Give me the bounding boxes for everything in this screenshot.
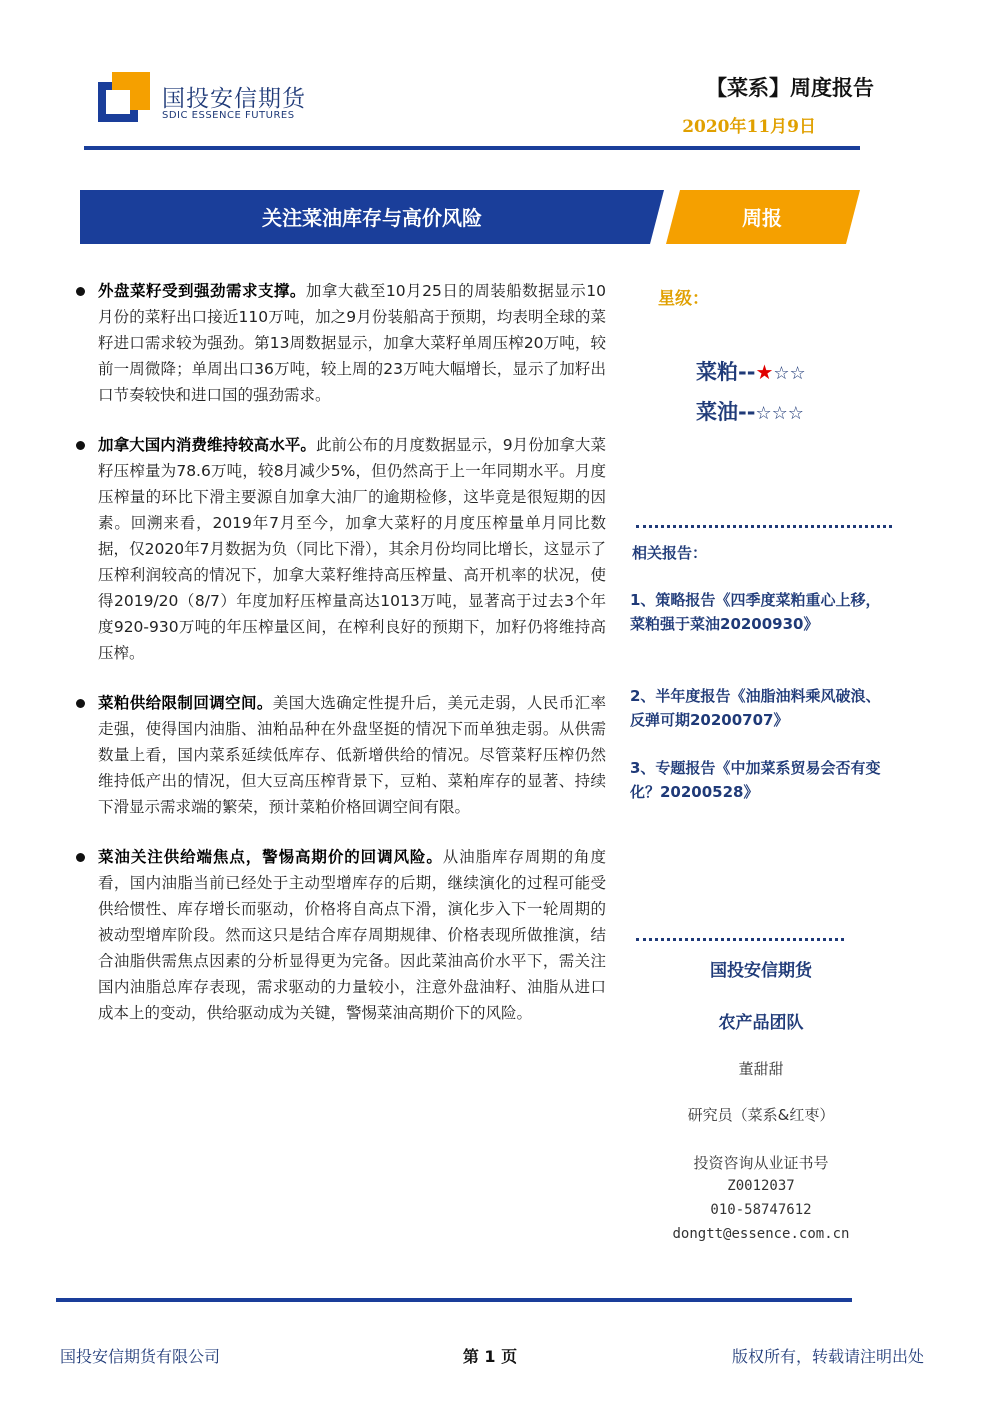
logo-text-cn: 国投安信期货 bbox=[162, 86, 306, 112]
star-empty-icon: ☆ bbox=[771, 403, 788, 424]
footer-copyright: 版权所有，转载请注明出处 bbox=[731, 1347, 924, 1366]
related-report-link[interactable]: 2、半年度报告《油脂油料乘风破浪、反弹可期20200707》 bbox=[630, 687, 881, 729]
rating-row-oil bbox=[696, 396, 804, 426]
dotted-divider bbox=[636, 938, 844, 941]
dotted-divider bbox=[636, 525, 892, 528]
bullet-text: 加拿大截至10月25日的周装船数据显示10月份的菜籽出口接近110万吨，加之9月份装船高于预期，均表明全球的菜籽进口需求较为强劲。第13周数据显示，加拿大菜籽单周压榨20万吨，较前一周微降；单周出口36万吨，较上周的23万吨大幅增长，显示了加籽出口节奏较快和进口国的强劲需求。 bbox=[98, 282, 606, 404]
bullet-dot-icon bbox=[76, 441, 85, 450]
phone-number: 010-58747612 bbox=[710, 1202, 812, 1218]
bullet-point bbox=[72, 844, 606, 1026]
related-report-link[interactable]: 3、专题报告《中加菜系贸易会否有变化？20200528》 bbox=[630, 759, 881, 801]
page-number: 第 1 页 bbox=[462, 1347, 518, 1366]
email-link[interactable]: dongtt@essence.com.cn bbox=[672, 1226, 850, 1242]
star-rating-icon bbox=[755, 400, 803, 424]
bullet-text: 美国大选确定性提升后，美元走弱，人民币汇率走强，使得国内油脂、油粕品种在外盘坚挺的情况下而单独走弱。从供需数量上看，国内菜系延续低库存、低新增供给的情况。尽管菜籽压榨仍然维持低产出的情况，但大豆高压榨背景下，豆粕、菜粕库存的显著、持续下滑显示需求端的繁荣，预计菜粕价格回调空间有限。 bbox=[98, 694, 606, 816]
star-filled-icon: ★ bbox=[755, 360, 774, 384]
bullet-dot-icon bbox=[76, 287, 85, 296]
header-divider bbox=[84, 146, 860, 150]
report-date: 2020年11月9日 bbox=[682, 117, 816, 137]
star-empty-icon: ☆ bbox=[789, 363, 806, 384]
footer-company: 国投安信期货有限公司 bbox=[60, 1347, 221, 1366]
logo-text-en: SDIC ESSENCE FUTURES bbox=[162, 110, 295, 121]
star-empty-icon: ☆ bbox=[773, 363, 790, 384]
rating-label: 菜粕-- bbox=[696, 360, 756, 384]
bullet-point bbox=[72, 690, 606, 820]
star-empty-icon: ☆ bbox=[787, 403, 804, 424]
bullet-dot-icon bbox=[76, 699, 85, 708]
cert-label: 投资咨询从业证书号 bbox=[693, 1154, 829, 1172]
rating-label: 菜油-- bbox=[696, 400, 756, 424]
bullet-lead: 加拿大国内消费维持较高水平。 bbox=[98, 436, 316, 454]
related-reports-title: 相关报告： bbox=[632, 544, 708, 562]
star-rating-icon bbox=[755, 360, 805, 384]
footer-divider bbox=[56, 1298, 852, 1302]
main-content bbox=[72, 278, 606, 1050]
cert-number: Z0012037 bbox=[727, 1178, 795, 1194]
report-type: 【菜系】周度报告 bbox=[706, 76, 874, 100]
team-company: 国投安信期货 bbox=[710, 961, 812, 981]
bullet-text: 此前公布的月度数据显示，9月份加拿大菜籽压榨量为78.6万吨，较8月减少5%，但仍然高于上一年同期水平。月度压榨量的环比下滑主要源自加拿大油厂的逾期检修，这毕竟是很短期的因素。回溯来看，2019年7月至今，加拿大菜籽的月度压榨量单月同比数据，仅2020年7月数据为负（同比下滑），其余月份均同比增长，这显示了压榨利润较高的情况下，加拿大菜籽维持高压榨量、高开机率的状况，使得2019/20（8/7）年度加籽压榨量高达1013万吨，显著高于过去3个年度920-930万吨的年压榨量区间，在榨利良好的预期下，加籽仍将维持高压榨。 bbox=[98, 436, 606, 662]
bullet-dot-icon bbox=[76, 853, 85, 862]
company-logo-icon bbox=[98, 72, 150, 122]
rating-title: 星级： bbox=[658, 289, 709, 309]
rating-row-meal bbox=[696, 356, 806, 386]
team-name: 农产品团队 bbox=[718, 1013, 804, 1033]
report-title: 关注菜油库存与高价风险 bbox=[262, 206, 482, 230]
analyst-name: 董甜甜 bbox=[738, 1060, 784, 1078]
bullet-lead: 菜粕供给限制回调空间。 bbox=[98, 694, 273, 712]
bullet-point bbox=[72, 278, 606, 408]
star-empty-icon: ☆ bbox=[755, 403, 772, 424]
bullet-point bbox=[72, 432, 606, 666]
bullet-lead: 菜油关注供给端焦点，警惕高期价的回调风险。 bbox=[98, 848, 443, 866]
bullet-lead: 外盘菜籽受到强劲需求支撑。 bbox=[98, 282, 306, 300]
analyst-role: 研究员（菜系&红枣） bbox=[687, 1106, 835, 1124]
report-tag: 周报 bbox=[742, 206, 782, 230]
related-report-link[interactable]: 1、策略报告《四季度菜粕重心上移，菜粕强于菜油20200930》 bbox=[630, 591, 881, 633]
bullet-text: 从油脂库存周期的角度看，国内油脂当前已经处于主动型增库存的后期，继续演化的过程可能受供给惯性、库存增长而驱动，价格将自高点下滑，演化步入下一轮周期的被动型增库阶段。然而这只是结合库存周期规律、价格表现所做推演，结合油脂供需焦点因素的分析显得更为完备。因此菜油高价水平下，需关注国内油脂总库存表现，需求驱动的力量较小，注意外盘油籽、油脂从进口成本上的变动，供给驱动成为关键，警惕菜油高期价下的风险。 bbox=[98, 848, 606, 1022]
